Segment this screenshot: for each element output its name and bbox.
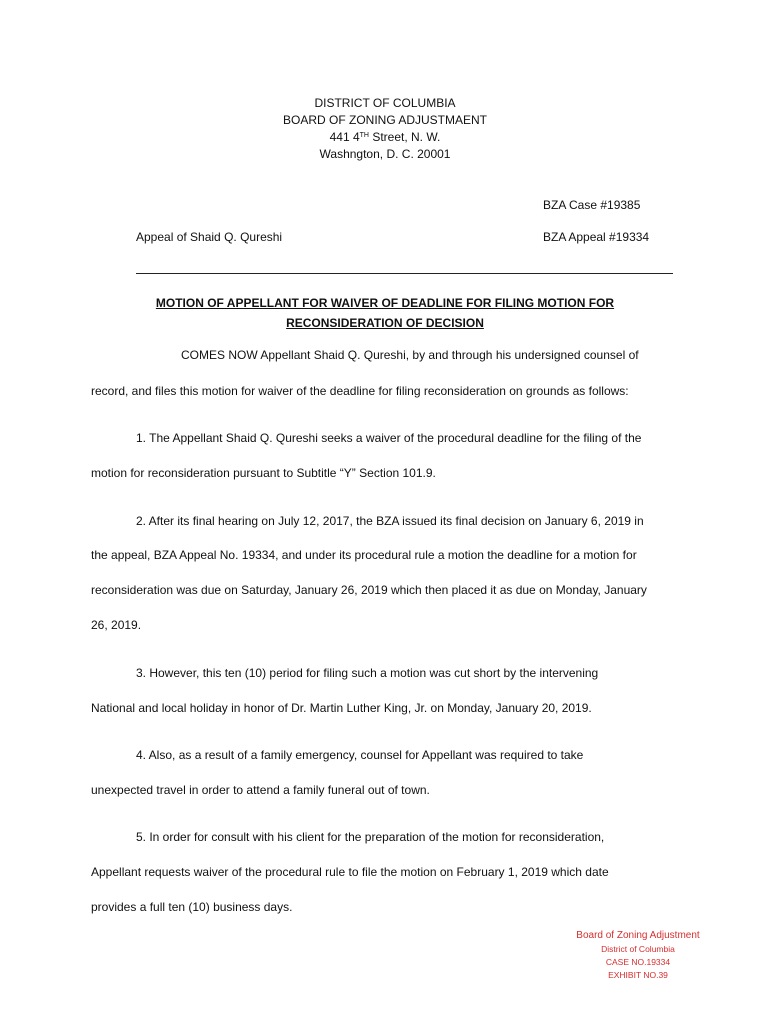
paragraph-1-line-2: motion for reconsideration pursuant to Subtitle “Y” Section 101.9. (91, 466, 436, 480)
intro-line-1: COMES NOW Appellant Shaid Q. Qureshi, by and through his undersigned counsel of (181, 348, 639, 362)
paragraph-3-line-2: National and local holiday in honor of Dr. Martin Luther King, Jr. on Monday, January 20, 2019. (91, 701, 592, 715)
paragraph-2-line-1: 2. After its final hearing on July 12, 2017, the BZA issued its final decision on January 6, 2019 in (136, 514, 644, 528)
appeal-of: Appeal of Shaid Q. Qureshi (136, 230, 283, 244)
motion-title-line-2: RECONSIDERATION OF DECISION (286, 316, 484, 330)
stamp-district: District of Columbia (601, 944, 675, 954)
header-street-number: 441 4 (329, 130, 360, 144)
stamp-exhibit-number: EXHIBIT NO.39 (608, 970, 668, 980)
stamp-case-number: CASE NO.19334 (605, 957, 671, 967)
paragraph-2-line-3: reconsideration was due on Saturday, January 26, 2019 which then placed it as due on Monday, January (91, 583, 647, 597)
caption-rule (136, 273, 673, 274)
paragraph-4-line-1: 4. Also, as a result of a family emergency, counsel for Appellant was required to take (136, 748, 584, 762)
paragraph-5-line-1: 5. In order for consult with his client for the preparation of the motion for reconsideration, (136, 830, 605, 844)
paragraph-2-line-4: 26, 2019. (91, 618, 142, 632)
paragraph-5-line-2: Appellant requests waiver of the procedural rule to file the motion on February 1, 2019 which date (91, 865, 609, 879)
motion-title-line-1: MOTION OF APPELLANT FOR WAIVER OF DEADLINE FOR FILING MOTION FOR (155, 296, 615, 310)
header-street-name: Street, N. W. (369, 130, 441, 144)
bza-appeal-number: BZA Appeal #19334 (543, 230, 650, 244)
paragraph-1-line-1: 1. The Appellant Shaid Q. Qureshi seeks a waiver of the procedural deadline for the filing of the (136, 431, 642, 445)
paragraph-4-line-2: unexpected travel in order to attend a family funeral out of town. (91, 783, 430, 797)
header-line-4: Washngton, D. C. 20001 (319, 147, 451, 161)
bza-case-number: BZA Case #19385 (543, 198, 641, 212)
paragraph-2-line-2: the appeal, BZA Appeal No. 19334, and under its procedural rule a motion the deadline for a motion for (91, 548, 637, 562)
stamp-board: Board of Zoning Adjustment (576, 930, 700, 941)
header-street-suffix: TH (359, 132, 369, 139)
paragraph-3-line-1: 3. However, this ten (10) period for filing such a motion was cut short by the intervening (136, 666, 599, 680)
header-line-2: BOARD OF ZONING ADJUSTMAENT (282, 113, 487, 127)
paragraph-5-line-3: provides a full ten (10) business days. (91, 900, 293, 914)
header-line-3 (0, 129, 770, 146)
intro-line-2: record, and files this motion for waiver of the deadline for filing reconsideration on grounds as follows: (91, 384, 629, 398)
header-line-1: DISTRICT OF COLUMBIA (314, 96, 456, 110)
